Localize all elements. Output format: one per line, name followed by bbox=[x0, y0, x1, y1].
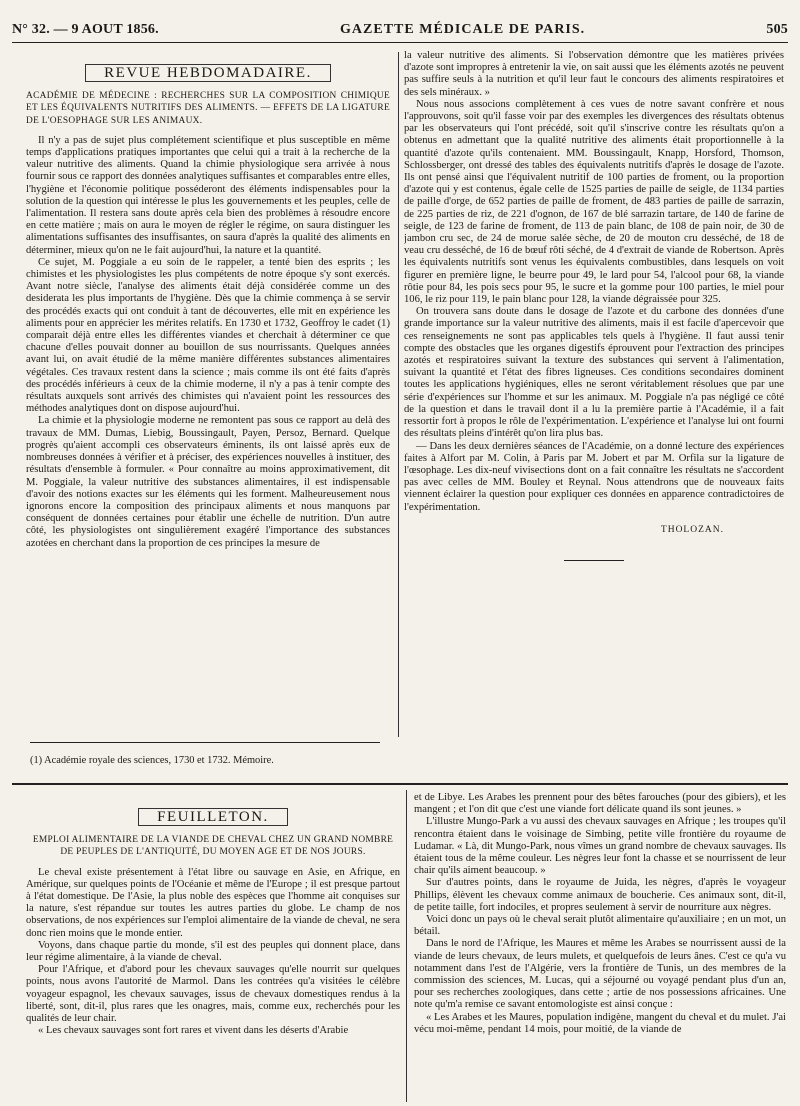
revue-paragraph: On trouvera sans doute dans le dosage de l'azote et du carbone des données d'une grande importance sur la valeur nutritive des aliments, mais il est facile d'apercevoir que ces renseignements ne sont pas applicables tels quels à l'hygiène. Il faut aussi tenir compte des obstacles que les organes digestifs éprouvent pour l'extraction des principes azotés et respiratoires suivant la texture des substances qui servent à l'alimentation, suivant la quantité et l'état des fibres ligneuses. Ces conditions secondaires dominent toutes les applications hygiéniques, elles ne seront véritablement résolues que par une série d'expériences sur l'homme et sur les animaux. M. Poggiale n'a pas négligé ce côté de la question et dans le travail dont il a lu la première partie à l'Académie, il a fait ressortir fort à propos le rôle de l'expérimentation. L'expérience et l'analyse lui ont fourni des résultats pleins d'intérêt qu'on lira plus bas. bbox=[404, 306, 784, 440]
author-signature: THOLOZAN. bbox=[660, 524, 724, 535]
revue-paragraph: Il n'y a pas de sujet plus complétement scientifique et plus susceptible en même temps d'applications pratiques importantes que celui qui a trait à la recherche de la valeur nutritive des aliments. Quand la chimie physiologique sera arrivée à nous fournir sous ce rapport des données analytiques suffisantes et comparables entre elles, l'hygiène et l'économie politique posséderont des éléments indispensables pour la solution de la question qui intéresse le plus les gouvernements et les peuples, celle de l'alimentation. Il restera sans doute après cela bien des problèmes à résoudre encore en cette matière ; mais on aura le moyen de régler le régime, on saura distinguer les alimentations suffisantes des insuffisantes, on saura d'après la qualité des aliments en déterminer, mieux qu'on ne le fait aujourd'hui, la nature et la quantité. bbox=[26, 134, 390, 256]
feuilleton-paragraph: Le cheval existe présentement à l'état libre ou sauvage en Asie, en Afrique, en Amérique, sur quelques points de l'Océanie et même de l'Europe ; il est presque partout à l'état domestique. De l'Asie, la plus noble des espèces que l'homme ait conquises sur la nature, s'est répandue sur toutes les autres parties du globe. Le champ de nos observations, de nos expériences sur l'emploi alimentaire de la viande de cheval, ne sera donc rien moins que le monde entier. bbox=[26, 866, 400, 939]
feuilleton-paragraph: L'illustre Mungo-Park a vu aussi des chevaux sauvages en Afrique ; les troupes qu'il rencontra étaient dans le voisinage de Simbing, petite ville frontière du royaume de Ludamar. « Là, dit Mungo-Park, nous vîmes un grand nombre de chevaux sauvages. Ils étaient tous de la même couleur. Les nègres leur font la chasse et se nourrissent de leur chair qu'ils aiment beaucoup. » bbox=[414, 816, 786, 877]
revue-paragraph: Ce sujet, M. Poggiale a eu soin de le rappeler, a tenté bien des esprits ; les chimistes et les physiologistes les plus compétents de notre époque s'y sont exercés. Avant notre siècle, l'analyse des aliments était déjà considérée comme un des desiderata les plus importants de l'hygiène. Dès que la chimie commença à se servir des procédés exacts qui ont conduit à tant de découvertes, elle mit en expérience les aliments pour en apprécier les mérites relatifs. En 1730 et 1732, Geoffroy le cadet (1) comparait déjà entre elles les différentes viandes et cherchait à déterminer ce que chacune d'elles pouvait donner au bouillon de sus nourrissants. Quelques années avant lui, on avait étudié de la même manière différentes substances alimentaires végétales. Ces travaux restent dans la science ; mais comme ils ont été faits d'après des procédés inférieurs à ceux de la chimie moderne, il n'y a pas à tenir compte des résultats auxquels sont arrivés des chimistes qui n'avaient point les ressources des méthodes analytiques dont on dispose aujourd'hui. bbox=[26, 256, 390, 415]
journal-title: GAZETTE MÉDICALE DE PARIS. bbox=[340, 22, 586, 37]
feuilleton-title: FEUILLETON. bbox=[26, 808, 400, 826]
footnote: (1) Académie royale des sciences, 1730 et 1732. Mémoire. bbox=[30, 755, 274, 766]
feuilleton-paragraph: Pour l'Afrique, et d'abord pour les chevaux sauvages qu'elle nourrit sur quelques points, nous avons l'autorité de Marmol. Dans les contrées qu'a visitées le célèbre voyageur espagnol, les chevaux sauvages, issus de chevaux domestiques rendus à la liberté, sont, dit-il, plus rares que les onagres, mais, comme eux, recherchés pour les qualités de leur chair. bbox=[26, 964, 400, 1025]
end-rule bbox=[564, 560, 624, 561]
revue-title: REVUE HEBDOMADAIRE. bbox=[26, 64, 390, 82]
revue-paragraph: La chimie et la physiologie moderne ne remontent pas sous ce rapport au delà des travaux de MM. Dumas, Liebig, Boussingault, Payen, Persoz, Bernard. Quelque progrès qu'aient accompli ces observateurs éminents, ils ont laissé après eux de nombreuses données à vérifier et à préciser, des expériences nouvelles à instituer, des résultats d'ensemble à formuler. « Pour connaître au moins approximativement, dit M. Poggiale, la valeur nutritive des substances alimentaires, il est indispensable d'avoir des notions exactes sur les éléments qui les forment. Malheureusement nous ignorons encore la composition des principaux aliments et nous manquons par conséquent de données certaines pour établir une échelle de nutrition. D'un autre côté, les physiologistes ont singulièrement exagéré l'importance des substances azotées en cherchant dans la proportion de ces principes la mesure de bbox=[26, 415, 390, 549]
column-divider bbox=[398, 52, 399, 737]
feuilleton-paragraph: Voici donc un pays où le cheval serait plutôt alimentaire qu'auxiliaire ; en un mot, un bétail. bbox=[414, 914, 786, 938]
revue-paragraph: — Dans les deux dernières séances de l'Académie, on a donné lecture des expériences faites à Alfort par M. Colin, à Paris par M. Jobert et par M. Orfila sur la ligature de l'œsophage. Les dix-neuf vivisections dont on a fait connaître les résultats ne s'accordent pas avec celles de MM. Bouley et Reynal. Nous attendrons que de nouveaux faits viennent éclairer la question pour expliquer ces données en apparence contradictoires de l'expérimentation. bbox=[404, 440, 784, 513]
revue-subhead: ACADÉMIE DE MÉDECINE : RECHERCHES SUR LA COMPOSITION CHIMIQUE ET LES ÉQUIVALENTS NUTRITIFS DES ALIMENTS. — EFFETS DE LA LIGATURE DE L'OESOPHAGE SUR LES ANIMAUX. bbox=[26, 91, 390, 126]
feuilleton-paragraph: Sur d'autres points, dans le royaume de Juida, les nègres, d'après le voyageur Phillips, élèvent les chevaux comme animaux de boucherie. Ces animaux sont, dit-il, de petite taille, fort indociles, et propres seulement à servir de nourriture aux nègres. bbox=[414, 877, 786, 913]
feuilleton-paragraph: Voyons, dans chaque partie du monde, s'il est des peuples qui donnent place, dans leur régime alimentaire, à la viande de cheval. bbox=[26, 939, 400, 964]
revue-right-column bbox=[404, 50, 784, 750]
footnote-rule bbox=[30, 742, 380, 743]
header-rule bbox=[12, 42, 788, 43]
column-divider bbox=[406, 790, 407, 1102]
revue-paragraph: Nous nous associons complètement à ces vues de notre savant confrère et nous l'approuvons, soit qu'il fasse voir par des exemples les divergences des résultats obtenus par les observateurs qui l'ont précédé, soit qu'il s'inscrive contre les résultats qu'on a obtenus en admettant que la qualité nutritive des aliments était proportionnelle à la quantité d'azote qu'ils contenaient. MM. Boussingault, Knapp, Horsford, Thomson, Schlossberger, ont dressé des tables des équivalents nutritifs d'après le dosage de l'azote. Ils ont pensé ainsi que l'équivalent nutritif de 100 parties de froment, ou la proportion d'azote qui y est contenus, égale celle de 1525 parties de paille de seigle, de 1134 parties de paille d'orge, de 652 parties de paille de froment, de 483 parties de paille de sarrazin, de 225 parties de riz, de 221 d'ognon, de 167 de blé sarrazin tartare, de 140 de farine de seigle, de 123 de farine de froment, de 113 de pain blanc, de 108 de pain noir, de 30 de jambon cru sec, de 24 de morue salée sèche, de 20 de mouton cru desséché, de 18 de veau cru desséché, de 16 de bœuf rôti séché, de 4 d'extrait de viande de Robertson. Après les équivalents nutritifs sont venus les équivalents combustibles, dans lesquels on voit figurer en première ligne, le beurre pour 49, le lard pour 54, l'alcool pour 68, la viande rôtie pour 84, les pois secs pour 95, le sucre et la gomme pour 100 parties, le miel pour 106, le riz pour 119, le pain blanc pour 128, la viande dégraissée pour 325. bbox=[404, 98, 784, 306]
feuilleton-right-column bbox=[414, 792, 786, 1102]
revue-paragraph: la valeur nutritive des aliments. Si l'observation démontre que les matières privées d'azote sont impropres à entretenir la vie, on sait aussi que les éléments azotés ne peuvent pas suffire seuls à la nutrition et qu'il leur faut le concours des aliments respiratoires et des sels minéraux. » bbox=[404, 50, 784, 98]
revue-left-column bbox=[26, 62, 390, 732]
feuilleton-paragraph: et de Libye. Les Arabes les prennent pour des bêtes farouches (pour des gibiers), et les mangent ; et l'on dit que c'est une viande fort délicate quand ils sont jeunes. » bbox=[414, 792, 786, 816]
feuilleton-left-column bbox=[26, 806, 400, 1102]
feuilleton-paragraph: Dans le nord de l'Afrique, les Maures et même les Arabes se nourrissent aussi de la viande de leurs chevaux, de leurs mulets, et quelquefois de leurs ânes. C'est ce qu'a vu notamment dans l'est de l'Algérie, vers la frontière de Tunis, un des membres de la commission des sciences, M. Lucas, qui a séjourné ou voyagé pendant plus d'un an, pour ses recherches zoologiques, dans cette ; artie de nos possessions africaines. Une note qu'm'a remise ce savant entomologiste est ainsi conçue : bbox=[414, 938, 786, 1011]
page-number: 505 bbox=[766, 22, 788, 37]
feuilleton-rule bbox=[12, 783, 788, 785]
issue-number: N° 32. — 9 AOUT 1856. bbox=[12, 22, 159, 37]
page-header bbox=[12, 20, 788, 38]
feuilleton-subhead: EMPLOI ALIMENTAIRE DE LA VIANDE DE CHEVAL CHEZ UN GRAND NOMBRE DE PEUPLES DE L'ANTIQUITÉ, DU MOYEN AGE ET DE NOS JOURS. bbox=[32, 835, 394, 858]
feuilleton-paragraph: « Les chevaux sauvages sont fort rares et vivent dans les déserts d'Arabie bbox=[38, 1025, 349, 1037]
feuilleton-paragraph: « Les Arabes et les Maures, population indigène, mangent du cheval et du mulet. J'ai vécu moi-même, pendant 14 mois, pour moitié, de la viande de bbox=[414, 1011, 786, 1035]
